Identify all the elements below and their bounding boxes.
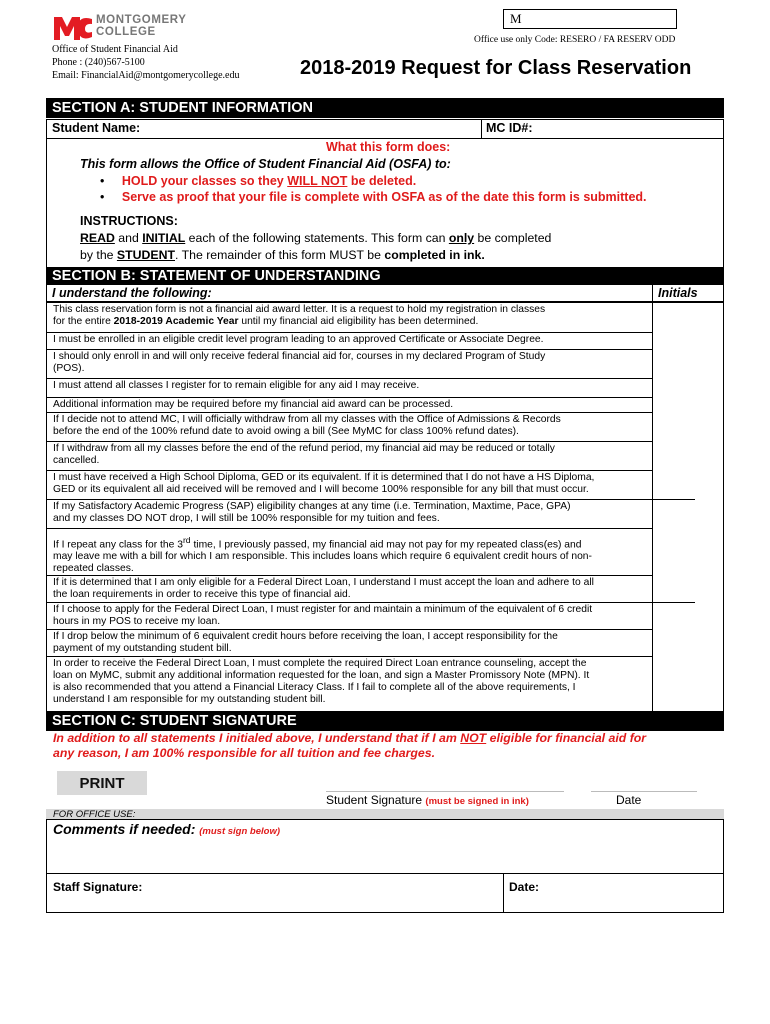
bullet-2 (100, 190, 647, 204)
statement-text: If it is determined that I am only eligible for a Federal Direct Loan, I understand I must accept the loan and adhere to all (53, 577, 594, 588)
instr-only: only (448, 231, 475, 245)
comments-title: Comments if needed: (53, 821, 196, 837)
statement-text: I must attend all classes I register for to remain eligible for any aid I may receive. (53, 380, 420, 391)
instr-initial: INITIAL (142, 231, 186, 245)
office-phone: Phone : (240)567-5100 (52, 57, 145, 68)
statements-table (46, 302, 724, 712)
liability-statement-line-1 (53, 731, 646, 745)
bullet-1 (100, 174, 416, 188)
instr2-pre: by the (80, 248, 117, 262)
office-code-field[interactable]: M (503, 9, 677, 29)
academic-year-emphasis: 2018-2019 Academic Year (113, 316, 239, 327)
statement-row (47, 603, 653, 630)
statement-text (53, 530, 653, 551)
statement-text: (POS). (53, 363, 85, 374)
statement-text: I must have received a High School Diploma, GED or its equivalent. If it is determined that I do not have a HS Diploma, (53, 472, 595, 483)
statement-text: the loan requirements in order to receive this type of financial aid. (53, 589, 351, 600)
bullet-2-text: Serve as proof that your file is complete with OSFA as of the date this form is submitted. (121, 190, 647, 204)
statement-row (47, 630, 653, 657)
statement-row (47, 529, 653, 576)
statement-text: GED or its equivalent all aid received will be removed and I will become 100% responsible for any bill that must occur. (53, 484, 589, 495)
student-name-label: Student Name: (52, 121, 141, 135)
column-divider (503, 873, 504, 913)
bullet-dot: • (100, 174, 105, 188)
logo-line-1: MONTGOMERY (96, 14, 187, 26)
what-form-does-heading: What this form does: (326, 140, 451, 154)
comments-label (53, 821, 280, 837)
logo-line-2: COLLEGE (96, 26, 156, 38)
instructions-heading: INSTRUCTIONS: (80, 214, 178, 228)
instr-read: READ (80, 231, 115, 245)
date-label: Date (616, 793, 642, 807)
liability-statement-line-2: any reason, I am 100% responsible for all tuition and fee charges. (53, 746, 436, 760)
staff-date-label: Date: (509, 880, 540, 894)
staff-date-field[interactable] (545, 876, 721, 910)
bullet-1-text-pre: HOLD your classes so they (121, 174, 288, 188)
signature-label: Student Signature (326, 793, 423, 807)
signature-note: (must be signed in ink) (425, 796, 529, 807)
section-c-heading: SECTION C: STUDENT SIGNATURE (46, 712, 724, 731)
statement-row (47, 442, 653, 471)
form-purpose-intro: This form allows the Office of Student Financial Aid (OSFA) to: (80, 157, 451, 171)
statement-row (47, 333, 653, 350)
instr2-bold: completed in ink. (384, 248, 485, 262)
statement-text: I must be enrolled in an eligible credit level program leading to an approved Certificate or Associate Degree. (53, 334, 544, 345)
statement-fragment: time, I previously passed, my financial aid may not pay for my repeated class(es) and (190, 539, 582, 551)
statement-text: loan on MyMC, submit any additional information requested for the loan, and sign a Master Promissory Note (MPN). It (53, 670, 590, 681)
section-b-heading: SECTION B: STATEMENT OF UNDERSTANDING (46, 267, 724, 285)
statement-text: may leave me with a bill for which I am responsible. This includes loans which require 6 equivalent credit hours of non- (53, 551, 592, 563)
instructions-line-1 (80, 231, 551, 245)
signature-caption (326, 793, 529, 807)
statement-text: understand I am responsible for my outstanding student bill. (53, 694, 326, 705)
montgomery-college-logo (52, 14, 92, 42)
instr-and: and (114, 231, 143, 245)
initials-input-column[interactable] (653, 302, 723, 711)
instr2-student: STUDENT (116, 248, 175, 262)
column-divider (652, 285, 653, 302)
section-a-heading: SECTION A: STUDENT INFORMATION (46, 98, 724, 118)
statement-fragment: until my financial aid eligibility has been determined. (238, 316, 479, 327)
statement-text: is also recommended that you attend a Financial Literacy Class. If I fail to complete all of the above requirements, I (53, 682, 576, 693)
student-name-field[interactable] (140, 120, 478, 138)
statement-row (47, 398, 653, 413)
statement-row (47, 303, 653, 333)
staff-signature-label: Staff Signature: (53, 880, 143, 894)
mcid-label: MC ID#: (486, 121, 533, 135)
statement-text: repeated classes. (53, 563, 134, 575)
instr-mid: each of the following statements. This form can (185, 231, 449, 245)
office-name: Office of Student Financial Aid (52, 44, 178, 55)
statement-row (47, 500, 653, 529)
statement-fragment: If I repeat any class for the 3 (53, 539, 183, 551)
mcid-field[interactable] (536, 120, 722, 138)
print-button[interactable]: PRINT (57, 771, 147, 795)
office-email: Email: FinancialAid@montgomerycollege.edu (52, 70, 240, 81)
statement-text: If I decide not to attend MC, I will officially withdraw from all my classes with the Office of Admissions & Records (53, 414, 561, 425)
page-title: 2018-2019 Request for Class Reservation (300, 57, 692, 79)
bullet-1-emphasis: WILL NOT (287, 174, 348, 188)
comments-field[interactable] (48, 840, 722, 872)
statement-text: If I choose to apply for the Federal Direct Loan, I must register for and maintain a minimum of the equivalent of 6 credit (53, 604, 593, 615)
not-emphasis: NOT (460, 731, 487, 745)
statement-text: If my Satisfactory Academic Progress (SAP) eligibility changes at any time (i.e. Termination, Maxtime, Pace, GPA) (53, 501, 571, 512)
statement-text: hours in my POS to receive my loan. (53, 616, 221, 627)
statement-row (47, 413, 653, 442)
office-use-note: Office use only Code: RESERO / FA RESERV ODD (474, 35, 676, 45)
logo-wordmark (96, 14, 187, 38)
statement-text: This class reservation form is not a financial aid award letter. It is a request to hold my registration in classes (53, 304, 546, 315)
instr-end: be completed (474, 231, 552, 245)
understand-subheading: I understand the following: (52, 286, 212, 300)
instructions-line-2 (80, 248, 485, 262)
student-signature-field[interactable] (326, 778, 564, 792)
statement-fragment: In addition to all statements I initialed above, I understand that if I am (53, 731, 461, 745)
ordinal-suffix: rd (182, 535, 191, 545)
statement-row (47, 350, 653, 379)
statement-text: cancelled. (53, 455, 100, 466)
staff-signature-field[interactable] (150, 876, 500, 910)
statement-text: In order to receive the Federal Direct Loan, I must complete the required Direct Loan entrance counseling, accept the (53, 658, 587, 669)
statement-fragment: eligible for financial aid for (486, 731, 647, 745)
statement-text: I should only enroll in and will only receive federal financial aid for, courses in my declared Program of Study (53, 351, 546, 362)
statement-row (47, 576, 695, 603)
initials-column-label: Initials (658, 286, 698, 300)
statement-fragment: for the entire (53, 316, 114, 327)
office-use-strip (46, 809, 724, 820)
statement-text (53, 316, 653, 328)
office-use-label: FOR OFFICE USE: (53, 809, 136, 820)
statement-row (47, 379, 653, 398)
statement-text: Additional information may be required before my financial aid award can be processed. (53, 399, 454, 410)
statement-text: If I withdraw from all my classes before the end of the refund period, my financial aid may be reduced or totally (53, 443, 555, 454)
statement-text: before the end of the 100% refund date to avoid owing a bill (See MyMC for class 100% refund dates). (53, 426, 519, 437)
statement-row (47, 471, 695, 500)
row-divider (481, 119, 482, 139)
bullet-dot: • (100, 190, 105, 204)
comments-note: (must sign below) (199, 826, 280, 837)
student-date-field[interactable] (591, 778, 697, 792)
statement-text: If I drop below the minimum of 6 equivalent credit hours before receiving the loan, I accept responsibility for the (53, 631, 558, 642)
contact-block (52, 43, 240, 82)
statement-text: and my classes DO NOT drop, I will still be 100% responsible for my tuition and fees. (53, 513, 440, 524)
statement-text: payment of my outstanding student bill. (53, 643, 232, 654)
bullet-1-text-post: be deleted. (347, 174, 417, 188)
instr2-mid: . The remainder of this form MUST be (175, 248, 385, 262)
statement-row (47, 657, 653, 712)
